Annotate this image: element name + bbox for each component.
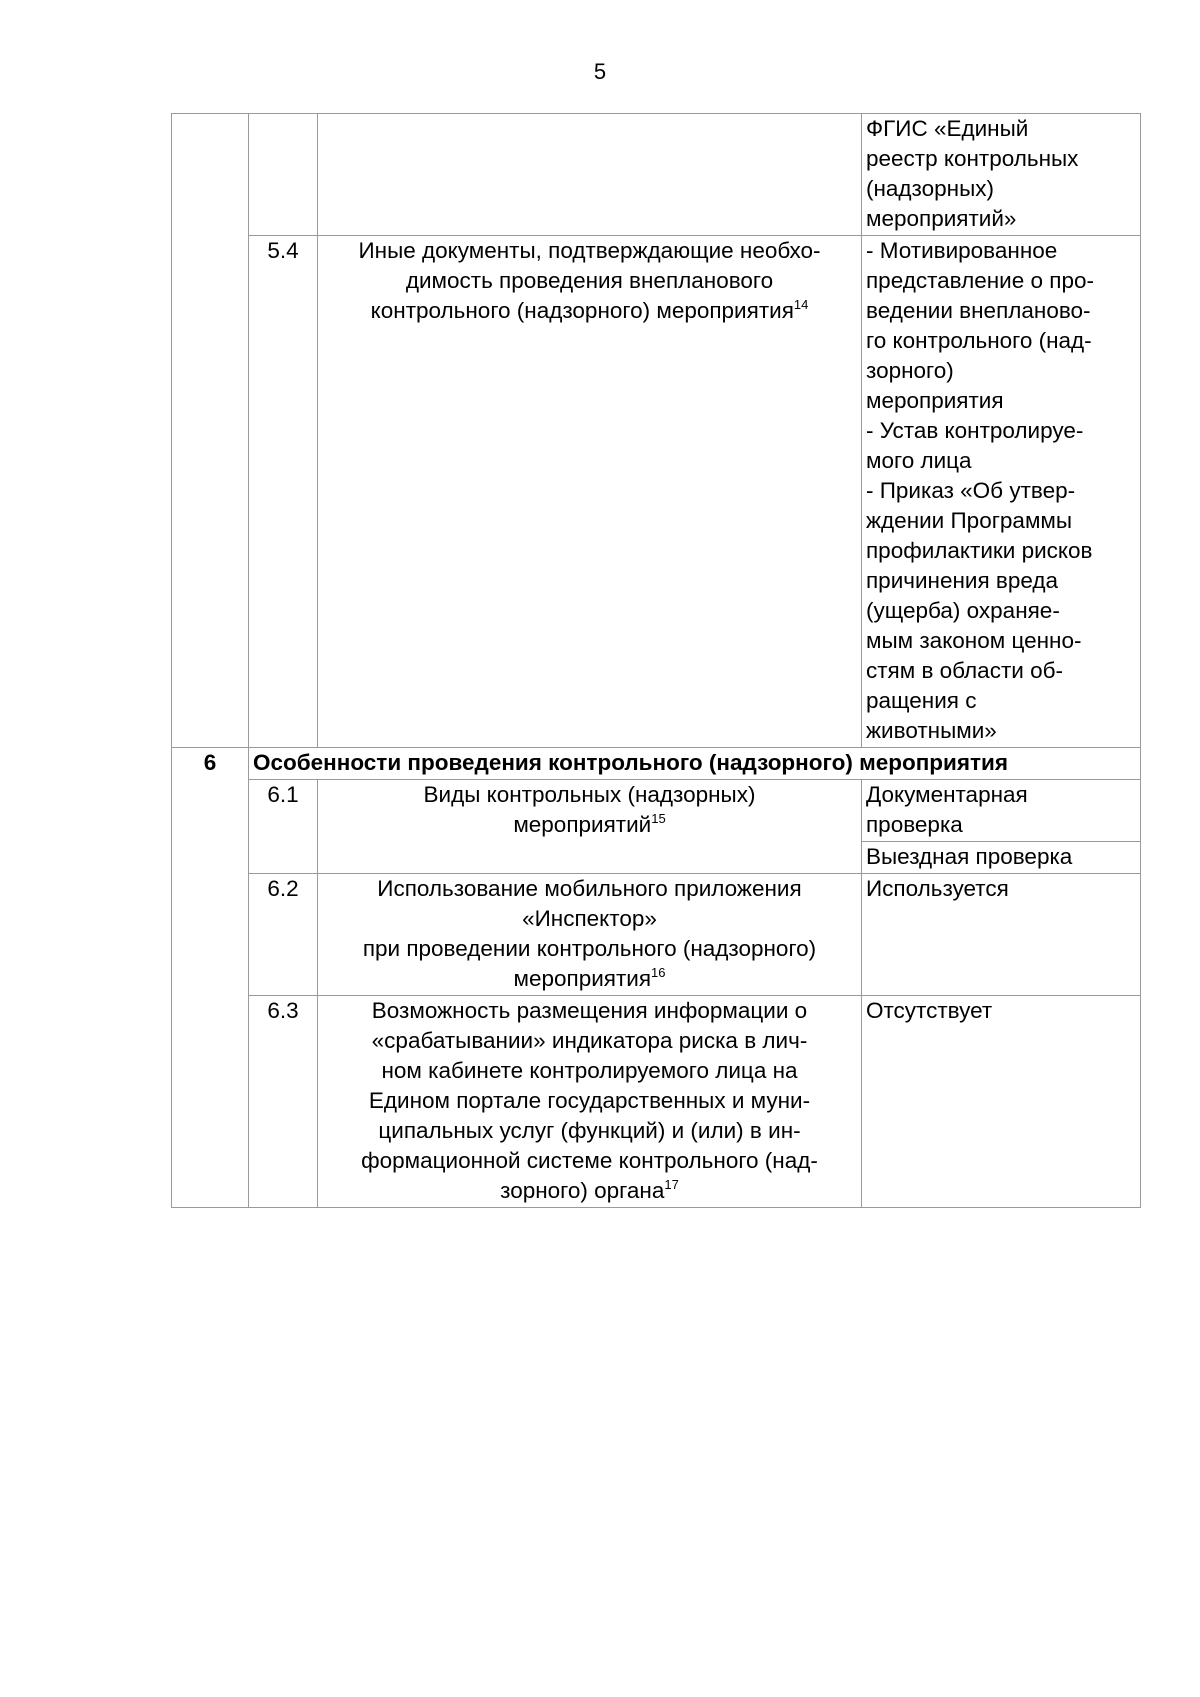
page-number: 5	[593, 59, 607, 84]
row-value-cell: Используется	[862, 874, 1141, 996]
row-description-cell-empty	[318, 114, 862, 236]
table-row-section-6	[172, 748, 1141, 780]
footnote-ref: 16	[651, 965, 666, 980]
value-line: Документарная	[866, 782, 1028, 807]
document-table	[171, 113, 1141, 1208]
value-line: проверка	[866, 812, 963, 837]
description-line: формационной системе контрольного (над-	[361, 1148, 818, 1173]
row-value-cell	[862, 780, 1141, 842]
description-line: Возможность размещения информации о	[371, 998, 808, 1023]
row-value-cell: Отсутствует	[862, 996, 1141, 1208]
value-line: стям в области об-	[866, 658, 1063, 683]
description-line-text: контрольного (надзорного) мероприятия	[370, 298, 794, 323]
row-description-cell	[318, 874, 862, 996]
row-description-cell	[318, 996, 862, 1208]
footnote-ref: 14	[793, 297, 809, 312]
value-line: ращения с	[866, 688, 977, 713]
section-6-number-cell: 6	[172, 748, 249, 1208]
description-line	[322, 296, 857, 326]
description-line: ном кабинете контролируемого лица на	[381, 1058, 798, 1083]
value-line: зорного)	[866, 358, 954, 383]
row-number-cell-empty	[249, 114, 318, 236]
description-line: Использование мобильного приложения	[377, 876, 802, 901]
description-line: димость проведения внепланового	[405, 268, 774, 293]
description-line	[322, 810, 857, 840]
row-value-cell	[862, 114, 1141, 236]
row-value-cell	[862, 236, 1141, 748]
value-line: - Устав контролируе-	[866, 418, 1084, 443]
description-line: ципальных услуг (функций) и (или) в ин-	[378, 1118, 801, 1143]
section-6-title: Особенности проведения контрольного (надзорного) мероприятия	[249, 748, 1141, 780]
value-line: (надзорных)	[866, 176, 994, 201]
value-line: мероприятия	[866, 388, 1004, 413]
row-description-cell	[318, 780, 862, 874]
value-line: мым законом ценно-	[866, 628, 1082, 653]
value-line: - Приказ «Об утвер-	[866, 478, 1076, 503]
description-line: Иные документы, подтверждающие необхо-	[358, 238, 821, 263]
description-line	[322, 964, 857, 994]
value-line: го контрольного (над-	[866, 328, 1092, 353]
row-number-cell: 6.1	[249, 780, 318, 874]
row-number-cell: 5.4	[249, 236, 318, 748]
value-line: - Мотивированное	[866, 238, 1058, 263]
value-line: ведении внепланово-	[866, 298, 1091, 323]
row-description-cell	[318, 236, 862, 748]
description-line: Едином портале государственных и муни-	[368, 1088, 811, 1113]
footnote-ref: 17	[664, 1177, 679, 1192]
description-line: Виды контрольных (надзорных)	[423, 782, 756, 807]
value-line: мого лица	[866, 448, 972, 473]
table-row-5-4	[172, 236, 1141, 748]
value-line: животными»	[866, 718, 997, 743]
value-line: реестр контрольных	[866, 146, 1079, 171]
row-number-cell: 6.3	[249, 996, 318, 1208]
description-line-text: мероприятий	[513, 812, 652, 837]
description-line	[322, 1176, 857, 1206]
description-line: при проведении контрольного (надзорного)	[362, 936, 817, 961]
description-line: «срабатывании» индикатора риска в лич-	[371, 1028, 808, 1053]
value-line: профилактики рисков	[866, 538, 1093, 563]
description-line: «Инспектор»	[522, 906, 657, 931]
value-line: представление о про-	[866, 268, 1094, 293]
description-line-text: зорного) органа	[500, 1178, 665, 1203]
value-line: мероприятий»	[866, 206, 1017, 231]
table-row-6-1	[172, 780, 1141, 842]
table-row-6-2	[172, 874, 1141, 996]
table-row-continuation	[172, 114, 1141, 236]
value-line: причинения вреда	[866, 568, 1059, 593]
description-line-text: мероприятия	[513, 966, 652, 991]
value-line: (ущерба) охраняе-	[866, 598, 1060, 623]
value-line: ФГИС «Единый	[866, 116, 1029, 141]
row-number-cell: 6.2	[249, 874, 318, 996]
row-value-cell: Выездная проверка	[862, 842, 1141, 874]
footnote-ref: 15	[651, 811, 666, 826]
value-line: ждении Программы	[866, 508, 1073, 533]
section-5-number-cell	[172, 114, 249, 748]
table-row-6-3	[172, 996, 1141, 1208]
